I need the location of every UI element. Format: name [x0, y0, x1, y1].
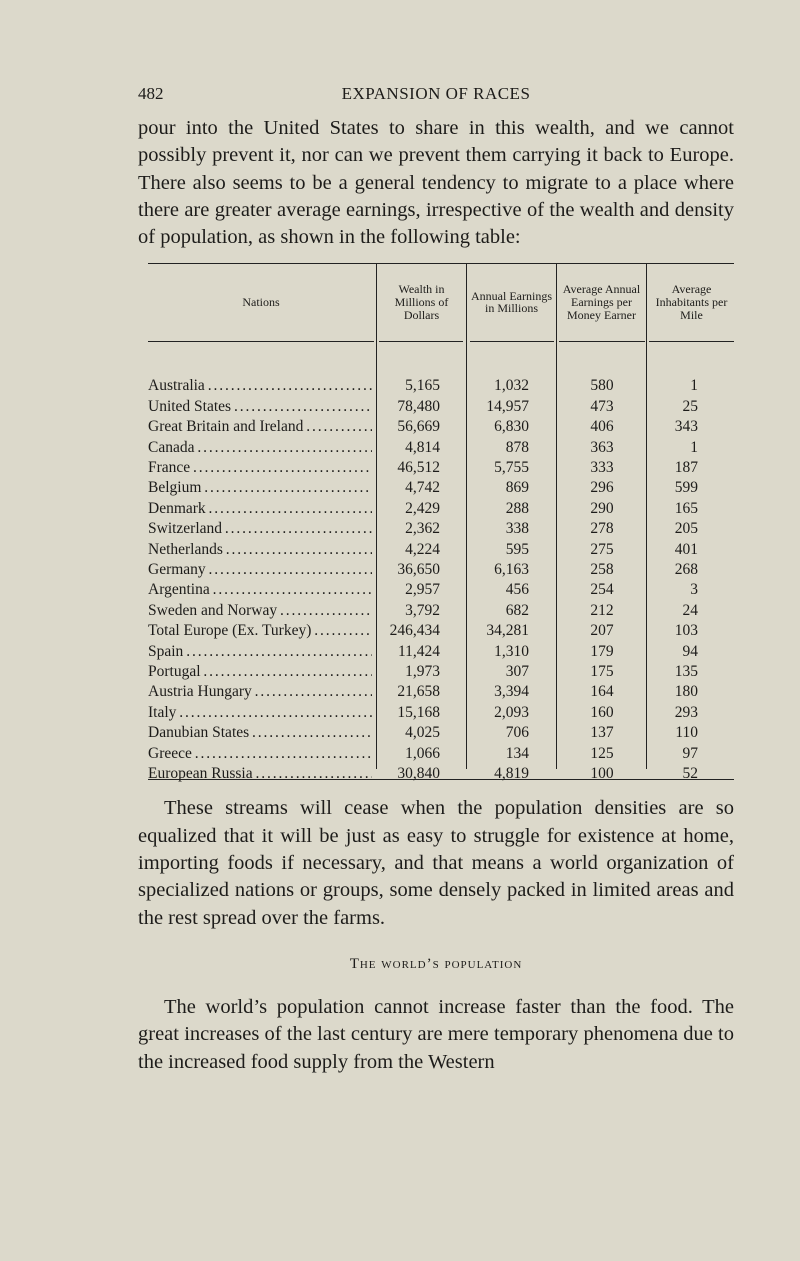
cell-annual-earnings: 878 [505, 438, 529, 456]
cell-nation: Canada . . . [148, 438, 372, 458]
cell-annual-earnings: 1,310 [494, 642, 529, 660]
cell-average-earnings: 179 [590, 642, 614, 660]
table-row [148, 703, 734, 723]
table-bottom-rule [148, 779, 734, 780]
cell-wealth: 1,066 [405, 744, 440, 762]
cell-nation: France . . . [148, 458, 372, 478]
cell-annual-earnings: 338 [505, 520, 529, 538]
page-column [138, 84, 734, 1076]
table-row [148, 560, 734, 580]
cell-nation: Netherlands . . . [148, 540, 372, 560]
header-rule [470, 341, 554, 342]
cell-average-earnings: 100 [590, 764, 614, 782]
paragraph-intro: pour into the United States to share in this wealth, and we cannot possibly prevent it, nor can we prevent them carrying it back to Europe. There also seems to be a general tendency to migrate to a place where there are greater average earnings, irrespective of the wealth and density of population, as shown in the following table: [138, 117, 734, 249]
cell-nation: Germany . . . [148, 560, 372, 580]
table-row [148, 478, 734, 498]
cell-inhabitants: 187 [674, 459, 698, 477]
cell-average-earnings: 296 [590, 479, 614, 497]
table-row [148, 438, 734, 458]
cell-average-earnings: 258 [590, 561, 614, 578]
cell-average-earnings: 363 [590, 438, 614, 456]
cell-annual-earnings: 706 [505, 724, 529, 742]
header-nations: Nations [242, 295, 280, 310]
cell-nation: Greece . . . [148, 744, 372, 764]
cell-average-earnings: 275 [590, 540, 614, 558]
cell-average-earnings: 290 [590, 499, 614, 517]
cell-annual-earnings: 307 [505, 662, 529, 680]
header-average-earnings: Average Annual Earnings per Money Earner [562, 282, 641, 322]
cell-inhabitants: 52 [682, 764, 698, 782]
cell-wealth: 2,957 [405, 581, 440, 599]
cell-inhabitants: 401 [674, 540, 698, 558]
cell-average-earnings: 212 [590, 601, 614, 619]
cell-wealth: 21,658 [397, 683, 440, 701]
cell-average-earnings: 333 [590, 459, 614, 477]
cell-nation: Total Europe (Ex. Turkey) . . . [148, 621, 372, 641]
cell-annual-earnings: 4,819 [494, 764, 529, 782]
cell-wealth: 4,224 [405, 540, 440, 558]
table-row [148, 744, 734, 764]
cell-inhabitants: 293 [674, 703, 698, 721]
header-rule [649, 341, 734, 342]
cell-wealth: 4,814 [405, 438, 440, 456]
table-row [148, 682, 734, 702]
cell-average-earnings: 406 [590, 418, 614, 436]
table-row [148, 662, 734, 682]
cell-wealth: 11,424 [397, 642, 440, 660]
cell-inhabitants: 135 [674, 662, 698, 680]
cell-annual-earnings: 288 [505, 499, 529, 517]
cell-nation: United States . . . [148, 397, 372, 417]
cell-inhabitants: 3 [690, 581, 698, 599]
table-row [148, 540, 734, 560]
cell-average-earnings: 207 [590, 622, 614, 640]
cell-wealth: 2,429 [405, 499, 440, 517]
cell-nation: Danubian States . . . [148, 723, 372, 743]
cell-inhabitants: 1 [690, 377, 698, 395]
cell-annual-earnings: 34,281 [486, 622, 529, 640]
table-row [148, 642, 734, 662]
running-title: EXPANSION OF RACES [341, 84, 531, 103]
cell-average-earnings: 137 [590, 724, 614, 742]
header-inhabitants: Average Inhabitants per Mile [655, 282, 728, 322]
table-row [148, 580, 734, 600]
table-row [148, 376, 734, 396]
header-rule [379, 341, 463, 342]
cell-wealth: 78,480 [397, 397, 440, 415]
cell-inhabitants: 268 [674, 561, 698, 578]
cell-nation: Spain . . . [148, 642, 372, 662]
table-row [148, 397, 734, 417]
cell-nation: Sweden and Norway . . . [148, 601, 372, 621]
cell-average-earnings: 125 [590, 744, 614, 762]
cell-average-earnings: 175 [590, 662, 614, 680]
cell-annual-earnings: 456 [505, 581, 529, 599]
cell-wealth: 3,792 [405, 601, 440, 619]
cell-wealth: 2,362 [405, 520, 440, 538]
cell-average-earnings: 254 [590, 581, 614, 599]
cell-annual-earnings: 3,394 [494, 683, 529, 701]
cell-nation: Great Britain and Ireland . . . [148, 417, 372, 437]
cell-wealth: 36,650 [397, 561, 440, 578]
cell-wealth: 4,742 [405, 479, 440, 497]
header-rule [148, 341, 374, 342]
cell-annual-earnings: 6,830 [494, 418, 529, 436]
table-row [148, 621, 734, 641]
cell-inhabitants: 110 [675, 724, 698, 742]
page-header [138, 84, 734, 110]
table-row [148, 764, 734, 784]
cell-nation: European Russia . . . [148, 764, 372, 784]
cell-nation: Switzerland . . . [148, 519, 372, 539]
cell-wealth: 15,168 [397, 703, 440, 721]
table-row [148, 458, 734, 478]
page-number: 482 [138, 84, 164, 103]
cell-nation: Portugal . . . [148, 662, 372, 682]
header-annual-earnings: Annual Earnings in Millions [471, 288, 552, 316]
cell-annual-earnings: 6,163 [494, 561, 529, 578]
cell-wealth: 46,512 [397, 459, 440, 477]
cell-inhabitants: 180 [674, 683, 698, 701]
cell-average-earnings: 473 [590, 397, 614, 415]
paragraph-streams: These streams will cease when the population densities are so equalized that it will be just as easy to struggle for existence at home, importing foods if necessary, and that means a world organization of specialized nations or groups, some densely packed in limited areas and the rest spread over the farms. [138, 797, 734, 929]
cell-inhabitants: 205 [674, 520, 698, 538]
paragraph-population: The world’s population cannot increase faster than the food. The great increases of the last century are mere temporary phenomena due to the increased food supply from the Western [138, 995, 734, 1073]
cell-average-earnings: 160 [590, 703, 614, 721]
table-row [148, 499, 734, 519]
section-heading: The world’s population [349, 955, 523, 972]
cell-wealth: 1,973 [405, 662, 440, 680]
cell-inhabitants: 343 [674, 418, 698, 436]
cell-annual-earnings: 134 [505, 744, 529, 762]
cell-inhabitants: 599 [674, 479, 698, 497]
cell-inhabitants: 94 [682, 642, 698, 660]
cell-inhabitants: 1 [690, 438, 698, 456]
cell-annual-earnings: 595 [505, 540, 529, 558]
cell-annual-earnings: 5,755 [494, 459, 529, 477]
cell-nation: Belgium . . . [148, 478, 372, 498]
cell-nation: Argentina . . . [148, 580, 372, 600]
cell-wealth: 56,669 [397, 418, 440, 436]
cell-nation: Denmark . . . [148, 499, 372, 519]
cell-inhabitants: 24 [682, 601, 698, 619]
cell-nation: Australia . . . [148, 376, 372, 396]
cell-inhabitants: 103 [674, 622, 698, 640]
table-row [148, 723, 734, 743]
cell-average-earnings: 278 [590, 520, 614, 538]
cell-wealth: 30,840 [397, 764, 440, 782]
cell-inhabitants: 165 [674, 499, 698, 517]
wealth-table [148, 263, 734, 783]
cell-average-earnings: 580 [590, 377, 614, 395]
header-rule [559, 341, 645, 342]
cell-wealth: 5,165 [405, 377, 440, 395]
cell-annual-earnings: 869 [505, 479, 529, 497]
table-row [148, 519, 734, 539]
cell-annual-earnings: 14,957 [486, 397, 529, 415]
table-row [148, 417, 734, 437]
cell-average-earnings: 164 [590, 683, 614, 701]
cell-wealth: 246,434 [389, 622, 440, 640]
cell-annual-earnings: 2,093 [494, 703, 529, 721]
cell-annual-earnings: 682 [505, 601, 529, 619]
cell-annual-earnings: 1,032 [494, 377, 529, 395]
table-row [148, 601, 734, 621]
header-wealth: Wealth in Millions of Dollars [394, 282, 449, 322]
cell-nation: Austria Hungary . . . [148, 682, 372, 702]
table-body [148, 376, 734, 784]
cell-inhabitants: 97 [682, 744, 698, 762]
cell-nation: Italy . . . [148, 703, 372, 723]
cell-inhabitants: 25 [682, 397, 698, 415]
cell-wealth: 4,025 [405, 724, 440, 742]
